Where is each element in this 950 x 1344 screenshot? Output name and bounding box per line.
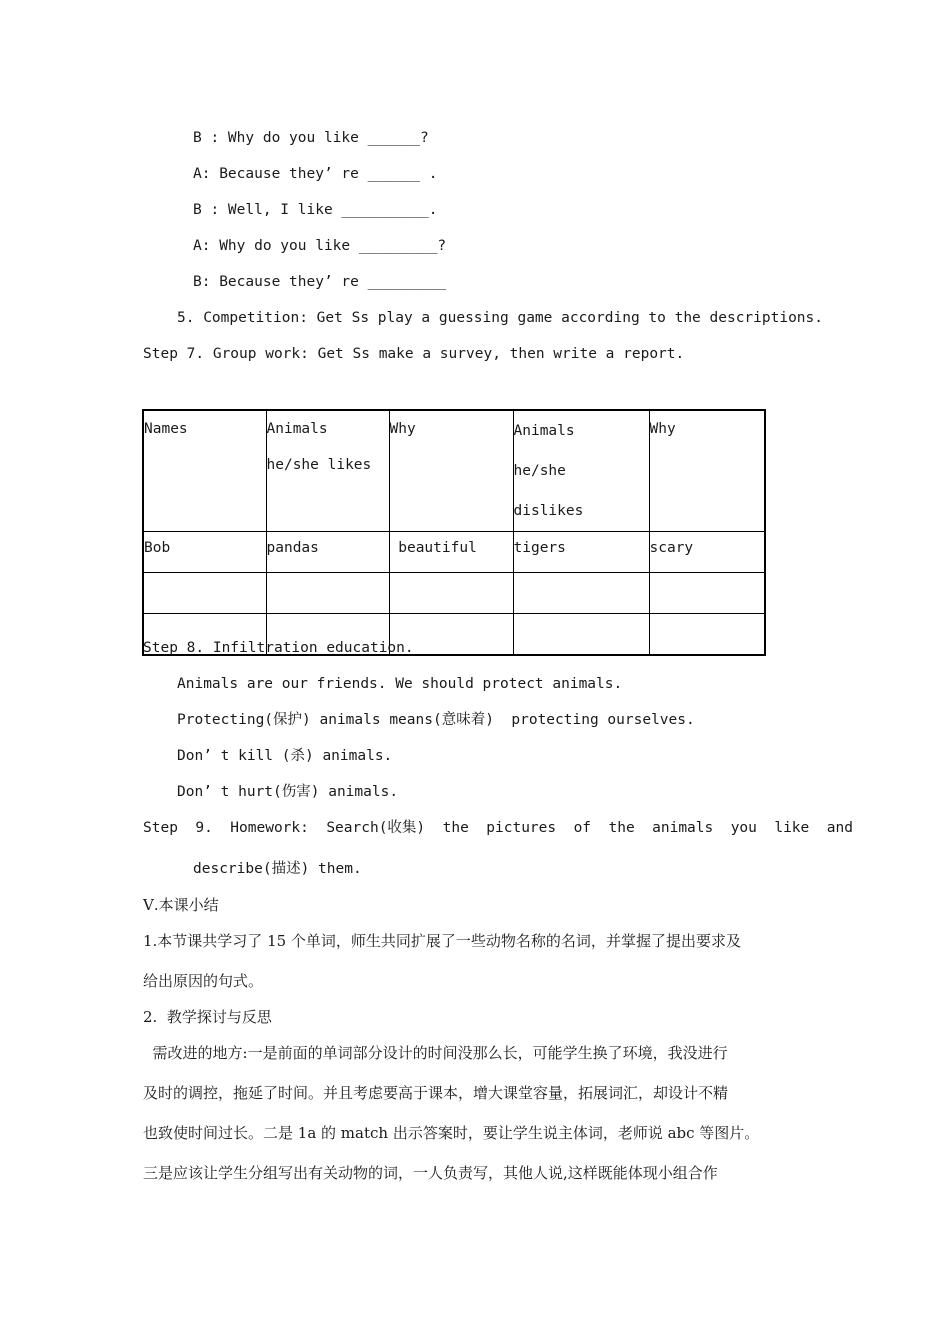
summary-heading: Ⅴ.本课小结 xyxy=(143,896,219,914)
step8-line-2: Protecting(保护) animals means(意味着) protecting ourselves. xyxy=(177,712,695,728)
header-names: Names xyxy=(143,410,266,532)
table-cell: beautiful xyxy=(389,532,513,573)
table-cell: tigers xyxy=(513,532,649,573)
dialogue-line-5: B: Because they’ re _________ xyxy=(193,274,447,290)
header-animals-dislikes: Animals he/she dislikes xyxy=(513,410,649,532)
summary-p1-line-1: 1.本节课共学习了 15 个单词，师生共同扩展了一些动物名称的名词，并掌握了提出要求及 xyxy=(143,932,741,950)
table-cell xyxy=(143,573,266,614)
summary-p2-heading: 2. 教学探讨与反思 xyxy=(143,1008,272,1026)
step9-line-1: Step 9. Homework: Search(收集) the pictures of the animals you like and xyxy=(143,820,853,836)
dialogue-line-1: B : Why do you like ______? xyxy=(193,130,429,146)
step8-line-1: Animals are our friends. We should protect animals. xyxy=(177,676,623,692)
table-cell xyxy=(389,573,513,614)
summary-p2-line-4: 三是应该让学生分组写出有关动物的词，一人负责写，其他人说,这样既能体现小组合作 xyxy=(143,1164,718,1182)
summary-p2-line-3: 也致使时间过长。二是 1a 的 match 出示答案时，要让学生说主体词，老师说 abc 等图片。 xyxy=(143,1124,760,1142)
table-row xyxy=(143,532,765,573)
step7-heading: Step 7. Group work: Get Ss make a survey, then write a report. xyxy=(143,346,685,362)
header-animals-likes: Animals he/she likes xyxy=(266,410,389,532)
table-cell xyxy=(513,614,649,656)
summary-p2-line-2: 及时的调控，拖延了时间。并且考虑要高于课本，增大课堂容量，拓展词汇，却设计不精 xyxy=(143,1084,729,1102)
table-header-row xyxy=(143,410,765,532)
table-cell xyxy=(266,573,389,614)
step9-line-2: describe(描述) them. xyxy=(193,861,362,877)
competition-line: 5. Competition: Get Ss play a guessing game according to the descriptions. xyxy=(177,310,824,326)
header-why-likes: Why xyxy=(389,410,513,532)
dialogue-line-2: A: Because they’ re ______ . xyxy=(193,166,438,182)
table-cell: pandas xyxy=(266,532,389,573)
header-why-dislikes: Why xyxy=(649,410,765,532)
step8-line-3: Don’ t kill (杀) animals. xyxy=(177,748,393,764)
dialogue-line-4: A: Why do you like _________? xyxy=(193,238,447,254)
table-cell xyxy=(513,573,649,614)
table-cell: Bob xyxy=(143,532,266,573)
table-cell: scary xyxy=(649,532,765,573)
step8-line-4: Don’ t hurt(伤害) animals. xyxy=(177,784,399,800)
dialogue-line-3: B : Well, I like __________. xyxy=(193,202,438,218)
table-cell xyxy=(649,614,765,656)
survey-table xyxy=(142,409,766,656)
summary-p2-line-1: 需改进的地方:一是前面的单词部分设计的时间没那么长，可能学生换了环境，我没进行 xyxy=(143,1044,728,1062)
table-cell xyxy=(649,573,765,614)
table-row xyxy=(143,573,765,614)
step8-heading: Step 8. Infiltration education. xyxy=(143,640,414,656)
summary-p1-line-2: 给出原因的句式。 xyxy=(143,972,264,990)
